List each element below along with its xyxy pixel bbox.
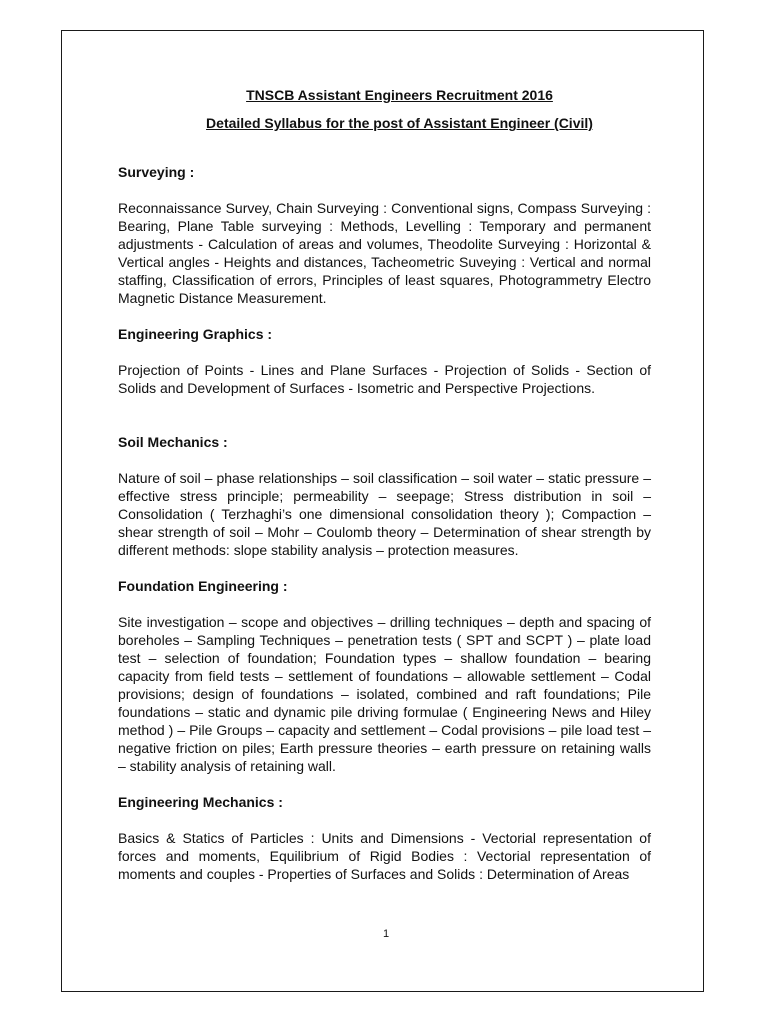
page-number: 1 — [382, 928, 390, 940]
section-body-engineering-mechanics: Basics & Statics of Particles : Units and Dimensions - Vectorial representation of forces and moments, Equilibrium of Rigid Bodies : Vectorial representation of moments and couples - Properties of Surfaces and Solids : Determination of Areas — [118, 830, 651, 882]
document-content — [118, 86, 651, 883]
document-subtitle: Detailed Syllabus for the post of Assistant Engineer (Civil) — [206, 115, 593, 131]
section-heading-surveying: Surveying : — [118, 164, 195, 180]
section-body-foundation-engineering: Site investigation – scope and objectives – drilling techniques – depth and spacing of boreholes – Sampling Techniques – penetration tests ( SPT and SCPT ) – plate load test – selection of foundation; Foundation types – shallow foundation – bearing capacity from field tests – settlement of foundations – allowable settlement – Codal provisions; design of foundations – isolated, combined and raft foundations; Pile foundations – static and dynamic pile driving formulae ( Engineering News and Hiley method ) – Pile Groups – capacity and settlement – Codal provisions – pile load test – negative friction on piles; Earth pressure theories – earth pressure on retaining walls – stability analysis of retaining wall. — [118, 614, 651, 774]
document-title: TNSCB Assistant Engineers Recruitment 2016 — [246, 87, 553, 103]
section-heading-engineering-mechanics: Engineering Mechanics : — [118, 794, 283, 810]
section-heading-soil-mechanics: Soil Mechanics : — [118, 434, 228, 450]
section-body-surveying: Reconnaissance Survey, Chain Surveying : Conventional signs, Compass Surveying : Bearing, Plane Table surveying : Methods, Levelling : Temporary and permanent adjustments - Calculation of areas and volumes, Theodolite Surveying : Horizontal & Vertical angles - Heights and distances, Tacheometric Suveying : Vertical and normal staffing, Classification of errors, Principles of least squares, Photogrammetry Electro Magnetic Distance Measurement. — [118, 200, 651, 306]
section-heading-foundation-engineering: Foundation Engineering : — [118, 578, 288, 594]
section-body-soil-mechanics: Nature of soil – phase relationships – soil classification – soil water – static pressure – effective stress principle; permeability – seepage; Stress distribution in soil – Consolidation ( Terzhaghi’s one dimensional consolidation theory ); Compaction – shear strength of soil – Mohr – Coulomb theory – Determination of shear strength by different methods: slope stability analysis – protection measures. — [118, 470, 651, 558]
section-heading-engineering-graphics: Engineering Graphics : — [118, 326, 273, 342]
section-body-engineering-graphics: Projection of Points - Lines and Plane Surfaces - Projection of Solids - Section of Solids and Development of Surfaces - Isometric and Perspective Projections. — [118, 362, 651, 396]
